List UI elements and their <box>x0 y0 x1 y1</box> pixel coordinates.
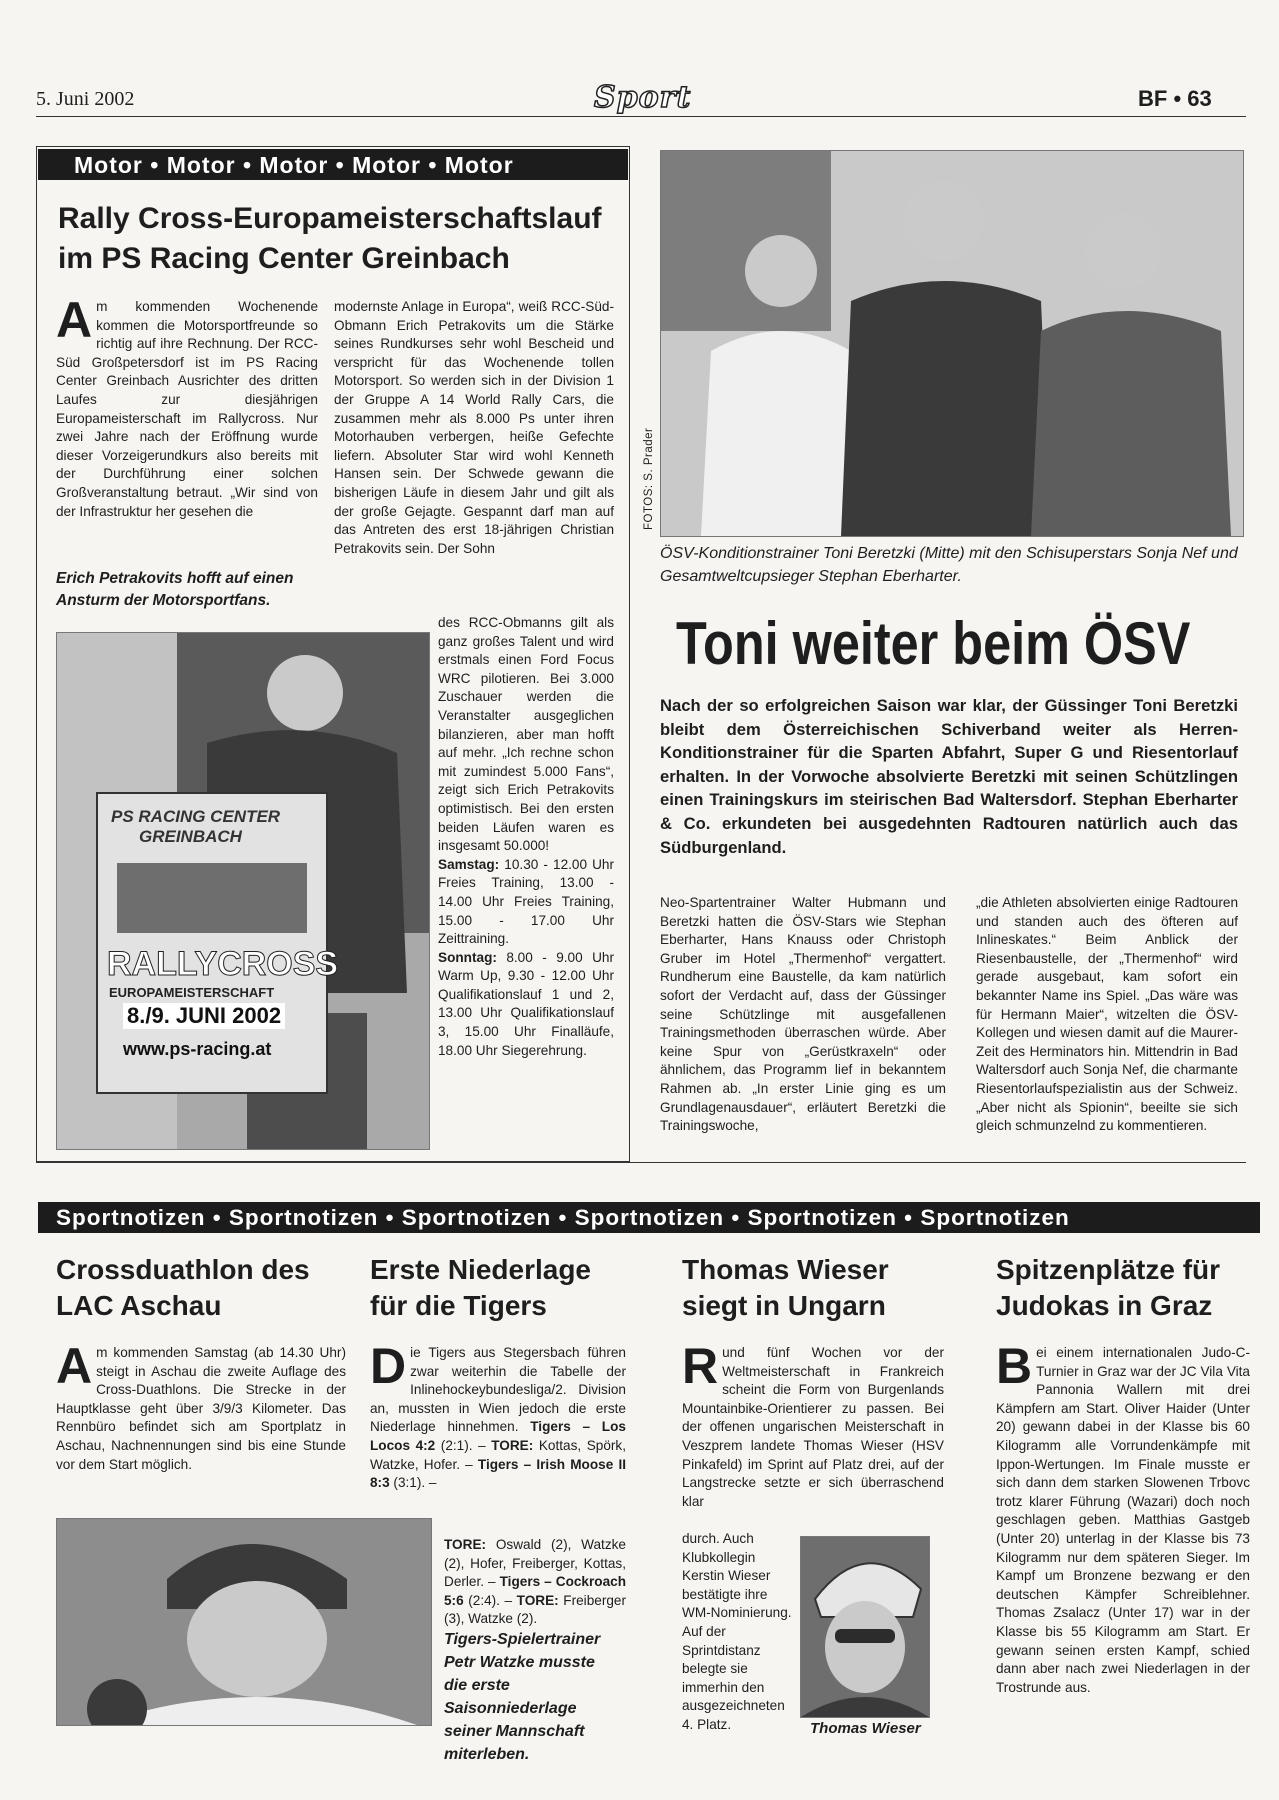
crossduathlon-drop-cap: A <box>56 1338 93 1394</box>
judokas-text <box>996 1338 1250 1697</box>
motor-headline <box>58 199 618 279</box>
wieser-drop-cap: R <box>682 1338 719 1394</box>
poster-date: 8./9. JUNI 2002 <box>123 1003 285 1029</box>
crossduathlon-text <box>56 1338 346 1474</box>
motor-headline-line-2: im PS Racing Center Greinbach <box>58 242 510 275</box>
judokas-headline <box>996 1252 1258 1324</box>
thomas-wieser-photo-art <box>801 1537 929 1717</box>
wieser-text-bottom: durch. Auch Klubkollegin Kerstin Wieser bestätigte ihre WM-Nominierung. Auf der Sprintdistanz belegte sie immerhin den ausgezeichneten 4. Platz. <box>682 1531 792 1732</box>
judokas-body: ei einem internationalen Judo-C-Turnier in Graz war der JC Vila Vita Pannonia Wallern mit drei Kämpfern am Start. Oliver Haider (Unter 20) gewann dabei in der Klasse bis 60 Kilogramm alle Vorrundenkämpfe mit Ippon-Wertungen. Im Finale musste er sich dann dem starken Slowenen Trbovc trotz klarer Führung (Wazari) doch noch geschlagen geben. Matthias Gastgeb (Unter 20) unterlag in der Klasse bis 73 Kilogramm nur dem späteren Sieger. Im Kampf um Bronzene bezwang er den deutschen Kämpfer Schreiblehner. Thomas Zsalacz (Unter 17) war in der Klasse bis 55 Kilogramm am Start. Er gewann seinen ersten Kampf, schied dann aber nach zwei Niederlagen in der Trostrunde aus. <box>996 1345 1250 1695</box>
tigers-result-2-score: (3:1). – <box>389 1475 437 1491</box>
judokas-headline-line-1: Spitzenplätze für <box>996 1254 1221 1285</box>
saturday-label: Samstag: <box>438 856 500 872</box>
hockey-player-photo-art <box>57 1519 431 1725</box>
tigers-body: ie Tigers aus Stegersbach führen zwar weiterhin die Tabelle der Inlinehockeybundesliga/2. Division an, mussten in Wien jedoch die erste Niederlage hinnehmen. <box>370 1345 626 1435</box>
page-number: BF • 63 <box>1138 86 1212 111</box>
judokas-drop-cap: B <box>996 1338 1033 1394</box>
tigers-tore-2: Oswald (2), Watzke (2), Hofer, Freiberger, Kottas, Derler. – <box>444 1537 626 1590</box>
thomas-wieser-photo <box>800 1536 930 1718</box>
oesv-column-2: „die Athleten absolvierten einige Radtouren und standen auch des öfteren auf Inlineskates.“ Beim Anblick der Riesenbaustelle, der „Thermenhof“ wird gerade ausgebaut, kam sofort ein bekannter Name ins Spiel. „Das wäre was für Hermann Maier“, witzelten die ÖSV-Kollegen und wiesen damit auf die Maurer-Zeit des Herminators hin. Mittendrin in Bad Waltersdorf auch Sonja Nef, die charmante Riesentorlaufspezialistin aus der Schweiz. „Aber nicht als Spionin“, beeilte sie sich gleich schmunzelnd zu kommentieren. <box>976 895 1238 1134</box>
oesv-team-photo <box>660 150 1244 537</box>
motor-headline-line-1: Rally Cross-Europameisterschaftslauf <box>58 202 602 235</box>
oesv-lead: Nach der so erfolgreichen Saison war klar, der Güssinger Toni Beretzki bleibt dem Österreichischen Schiverband weiter als Herren-Konditionstrainer für die Sparten Abfahrt, Super G und Riesentorlauf erhalten. In der Vorwoche absolvierte Beretzki mit seinen Schützlingen einen Trainingskurs im steirischen Bad Waltersdorf. Stephan Eberharter & Co. erkundeten bei ausgedehnten Radtouren natürlich auch das Südburgenland. <box>660 696 1238 857</box>
poster-top-2: GREINBACH <box>139 827 242 846</box>
poster-top: PS RACING CENTER <box>111 807 281 826</box>
header-rule <box>36 116 1246 117</box>
tigers-result-3: Tigers – Cockroach 5:6 <box>444 1574 627 1608</box>
tigers-result-1: Tigers – Los Locos 4:2 <box>370 1419 626 1453</box>
tigers-tore-1-label: TORE: <box>491 1437 534 1453</box>
motor-col1-text: m kommenden Wochenende kommen die Motorsportfreunde so richtig auf ihre Rechnung. Der RCC-Süd Großpetersdorf ist im PS Racing Center Greinbach Ausrichter des dritten Laufes zur diesjährigen Europameisterschaft im Rallycross. Nur zwei Jahre nach der Eröffnung wurde dieser Vorzeigerundkurs also bereits mit der Durchführung einer solchen Großveranstaltung betraut. „Wir sind von der Infrastruktur her gesehen die <box>56 299 318 519</box>
tigers-text-top <box>370 1338 627 1493</box>
section-title: Sport <box>594 80 692 115</box>
petrakovits-photo <box>56 632 430 1150</box>
oesv-headline: Toni weiter beim ÖSV <box>676 610 1191 677</box>
notes-section-bar: Sportnotizen • Sportnotizen • Sportnotizen • Sportnotizen • Sportnotizen • Sportnotizen <box>38 1202 1260 1233</box>
hockey-player-photo <box>56 1518 432 1726</box>
poster-subtitle: EUROPAMEISTERSCHAFT <box>109 985 275 1000</box>
poster-title: RALLYCROSS <box>107 945 339 983</box>
motor-section-bar: Motor • Motor • Motor • Motor • Motor <box>38 149 628 180</box>
thomas-wieser-photo-caption: Thomas Wieser <box>810 1720 921 1737</box>
motor-column-2-top: modernste Anlage in Europa“, weiß RCC-Süd-Obmann Erich Petrakovits um die Stärke seines Rundkurses sehr wohl Bescheid und verspricht für das Wochenende tollen Motorsport. So werden sich in der Division 1 der Gruppe A 14 World Rally Cars, die zusammen mehr als 8.000 Ps unter ihren Motorhauben verbergen, heiße Gefechte liefern. Absoluter Star wird wohl Kenneth Hansen sein. Der Schwede gewann die bisherigen Läufe in diesem Jahr und gilt als der große Gejagte. Gespannt darf man auf das Antreten des erst 18-jährigen Christian Petrakovits sein. Der Sohn <box>334 299 614 556</box>
tigers-tore-3: Freiberger (3), Watzke (2). <box>444 1592 626 1627</box>
tigers-result-2: Tigers – Irish Moose II 8:3 <box>370 1456 626 1491</box>
tigers-text-bottom <box>444 1536 626 1629</box>
motor-photo-caption: Erich Petrakovits hofft auf einen Ansturm der Motorsportfans. <box>56 570 294 609</box>
crossduathlon-headline-line-1: Crossduathlon des <box>56 1254 310 1285</box>
oesv-column-1: Neo-Spartentrainer Walter Hubmann und Beretzki hatten die ÖSV-Stars wie Stephan Eberharter, Hans Knauss oder Christoph Gruber im Hotel „Thermenhof“ vergattert. Rundherum eine Baustelle, da kam natürlich sofort der Verdacht auf, dass der Güssinger seine Schützlinge mit ausgefallenen Trainingsmethoden überraschen würde. Aber keine Spur von „Gerüstkraxeln“ oder ähnlichem, das Programm lief in bekanntem Rahmen ab. „In erster Linie ging es um Grundlagenausdauer“, erläutert Beretzki die Trainingswoche, <box>660 895 946 1134</box>
judokas-headline-line-2: Judokas in Graz <box>996 1290 1213 1321</box>
tigers-drop-cap: D <box>370 1338 407 1394</box>
crossduathlon-headline <box>56 1252 318 1324</box>
tigers-tore-1: Kottas, Spörk, Watzke, Hofer. – <box>370 1437 627 1472</box>
crossduathlon-body: m kommenden Samstag (ab 14.30 Uhr) steigt in Aschau die zweite Auflage des Cross-Duathlons. Die Strecke in der Hauptklasse geht über 3/9/3 Kilometer. Das Rennbüro befindet sich am Sportplatz in Aschau, Nachnennungen sind bis eine Stunde vor dem Start möglich. <box>56 1345 346 1472</box>
crossduathlon-headline-line-2: LAC Aschau <box>56 1290 222 1321</box>
tigers-result-3-score: (2:4). – <box>463 1592 517 1608</box>
wieser-headline-line-1: Thomas Wieser <box>682 1254 889 1285</box>
mid-rule <box>36 1162 1246 1163</box>
oesv-photo-credit: FOTOS: S. Prader <box>643 427 655 530</box>
motor-drop-cap: A <box>56 292 93 348</box>
sunday-label: Sonntag: <box>438 949 497 965</box>
tigers-headline-line-2: für die Tigers <box>370 1290 547 1321</box>
tigers-tore-2-label: TORE: <box>444 1537 487 1552</box>
tigers-headline <box>370 1252 632 1324</box>
tigers-result-1-score: (2:1). – <box>435 1437 492 1453</box>
oesv-team-photo-art <box>661 151 1243 536</box>
oesv-photo-caption: ÖSV-Konditionstrainer Toni Beretzki (Mitte) mit den Schisuperstars Sonja Nef und Gesamtweltcupsieger Stephan Eberharter. <box>660 545 1238 585</box>
tigers-photo-caption: Tigers-Spielertrainer Petr Watzke musste die erste Saisonniederlage seiner Mannschaft miterleben. <box>444 1631 601 1763</box>
sunday-text: 8.00 - 9.00 Uhr Warm Up, 9.30 - 12.00 Uhr Qualifikationslauf 1 und 2, 13.00 Uhr Qualifikationslauf 3, 15.00 Uhr Finalläufe, 18.00 Uhr Siegerehrung. <box>438 949 614 1058</box>
tigers-tore-3-label: TORE: <box>516 1592 559 1608</box>
saturday-text: 10.30 - 12.00 Uhr Freies Training, 13.00 - 14.00 Uhr Freies Training, 15.00 - 17.00 Uhr Zeittraining. <box>438 856 615 947</box>
tigers-headline-line-1: Erste Niederlage <box>370 1254 591 1285</box>
wieser-text-top <box>682 1338 944 1511</box>
wieser-headline <box>682 1252 944 1324</box>
wieser-headline-line-2: siegt in Ungarn <box>682 1290 886 1321</box>
issue-date: 5. Juni 2002 <box>36 88 135 110</box>
motor-column-1 <box>56 292 318 521</box>
motor-col2-text: des RCC-Obmanns gilt als ganz großes Talent und wird erstmals einen Ford Focus WRC pilotieren. Bei 3.000 Zuschauer werden die Veranstalter ausgeglichen bilanzieren, aber man hofft auf mehr. „Ich rechne schon mit zumindest 5.000 Fans“, zeigt sich Erich Petrakovits optimistisch. Bei den ersten beiden Läufen waren es insgesamt 50.000! <box>438 615 614 854</box>
motor-column-2-bottom <box>438 614 614 1060</box>
wieser-body: und fünf Wochen vor der Weltmeisterschaft in Frankreich scheint die Form von Burgenlands Mountainbike-Orientierer zu passen. Bei der offenen ungarischen Meisterschaft in Veszprem landete Thomas Wieser (HSV Pinkafeld) im Sprint auf Platz drei, auf der Langstrecke setzte er sich überraschend klar <box>682 1345 944 1509</box>
poster-url: www.ps-racing.at <box>123 1039 272 1059</box>
petrakovits-photo-art <box>57 633 429 1149</box>
